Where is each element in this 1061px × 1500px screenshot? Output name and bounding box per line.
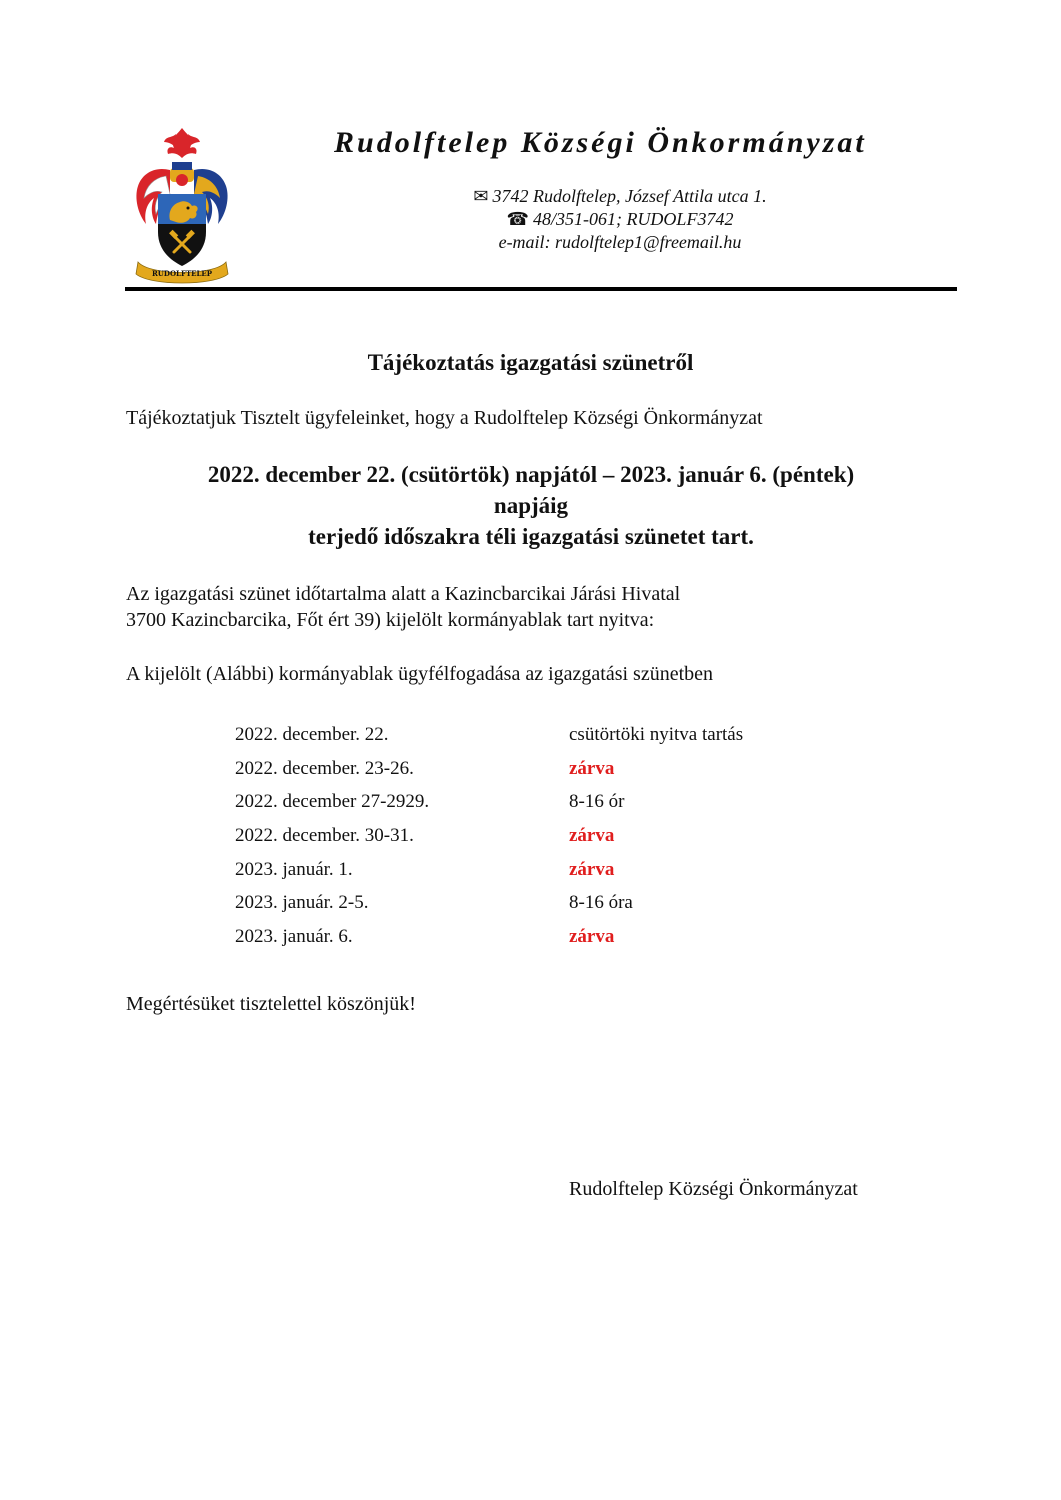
schedule-date: 2023. január. 6. bbox=[235, 926, 353, 947]
schedule-row bbox=[235, 791, 855, 821]
schedule-status: 8-16 ór bbox=[569, 791, 625, 812]
office-line-2: 3700 Kazincbarcika, Főt ért 39) kijelölt kormányablak tart nyitva: bbox=[126, 609, 655, 631]
schedule-row bbox=[235, 825, 855, 855]
schedule-date: 2023. január. 1. bbox=[235, 859, 353, 880]
schedule-status-closed: zárva bbox=[569, 926, 615, 947]
address-text: 3742 Rudolftelep, József Attila utca 1. bbox=[492, 186, 767, 206]
address-line bbox=[420, 185, 820, 207]
office-line-1: Az igazgatási szünet időtartalma alatt a Kazincbarcikai Járási Hivatal bbox=[126, 583, 681, 605]
schedule-date: 2022. december 27-2929. bbox=[235, 791, 430, 812]
phone-text: 48/351-061; RUDOLF3742 bbox=[532, 209, 734, 229]
period-line-1: 2022. december 22. (csütörtök) napjától – 2023. január 6. (péntek) bbox=[207, 462, 855, 487]
coat-of-arms bbox=[130, 124, 234, 288]
schedule-row bbox=[235, 724, 855, 754]
schedule-date: 2022. december. 22. bbox=[235, 724, 389, 745]
schedule-status-closed: zárva bbox=[569, 825, 615, 846]
notice-title: Tájékoztatás igazgatási szünetről bbox=[367, 350, 694, 375]
phone-line bbox=[420, 208, 820, 230]
schedule-intro: A kijelölt (Alábbi) kormányablak ügyfélfogadása az igazgatási szünetben bbox=[126, 663, 714, 685]
envelope-icon: ✉ bbox=[473, 186, 489, 206]
header-divider bbox=[125, 287, 957, 291]
schedule-row bbox=[235, 859, 855, 889]
email-line bbox=[420, 231, 820, 253]
period-line-2: napjáig bbox=[493, 493, 569, 518]
schedule-row bbox=[235, 926, 855, 956]
organization-title: Rudolftelep Községi Önkormányzat bbox=[334, 126, 867, 159]
schedule-status: 8-16 óra bbox=[569, 892, 633, 913]
coat-of-arms-banner-text: RUDOLFTELEP bbox=[151, 269, 213, 278]
schedule-row bbox=[235, 892, 855, 922]
email-text: e-mail: rudolftelep1@freemail.hu bbox=[498, 232, 742, 252]
schedule-date: 2022. december. 23-26. bbox=[235, 758, 414, 779]
schedule-date: 2023. január. 2-5. bbox=[235, 892, 369, 913]
schedule-status-closed: zárva bbox=[569, 758, 615, 779]
signature: Rudolftelep Községi Önkormányzat bbox=[569, 1178, 858, 1200]
period-line-3: terjedő időszakra téli igazgatási szünetet tart. bbox=[308, 524, 754, 549]
schedule-status-closed: zárva bbox=[569, 859, 615, 880]
telephone-icon: ☎ bbox=[506, 209, 529, 229]
schedule-row bbox=[235, 758, 855, 788]
intro-paragraph: Tájékoztatjuk Tisztelt ügyfeleinket, hogy a Rudolftelep Községi Önkormányzat bbox=[126, 407, 763, 429]
schedule-date: 2022. december. 30-31. bbox=[235, 825, 414, 846]
schedule-status: csütörtöki nyitva tartás bbox=[569, 724, 744, 745]
closing-sentence: Megértésüket tisztelettel köszönjük! bbox=[126, 993, 416, 1015]
